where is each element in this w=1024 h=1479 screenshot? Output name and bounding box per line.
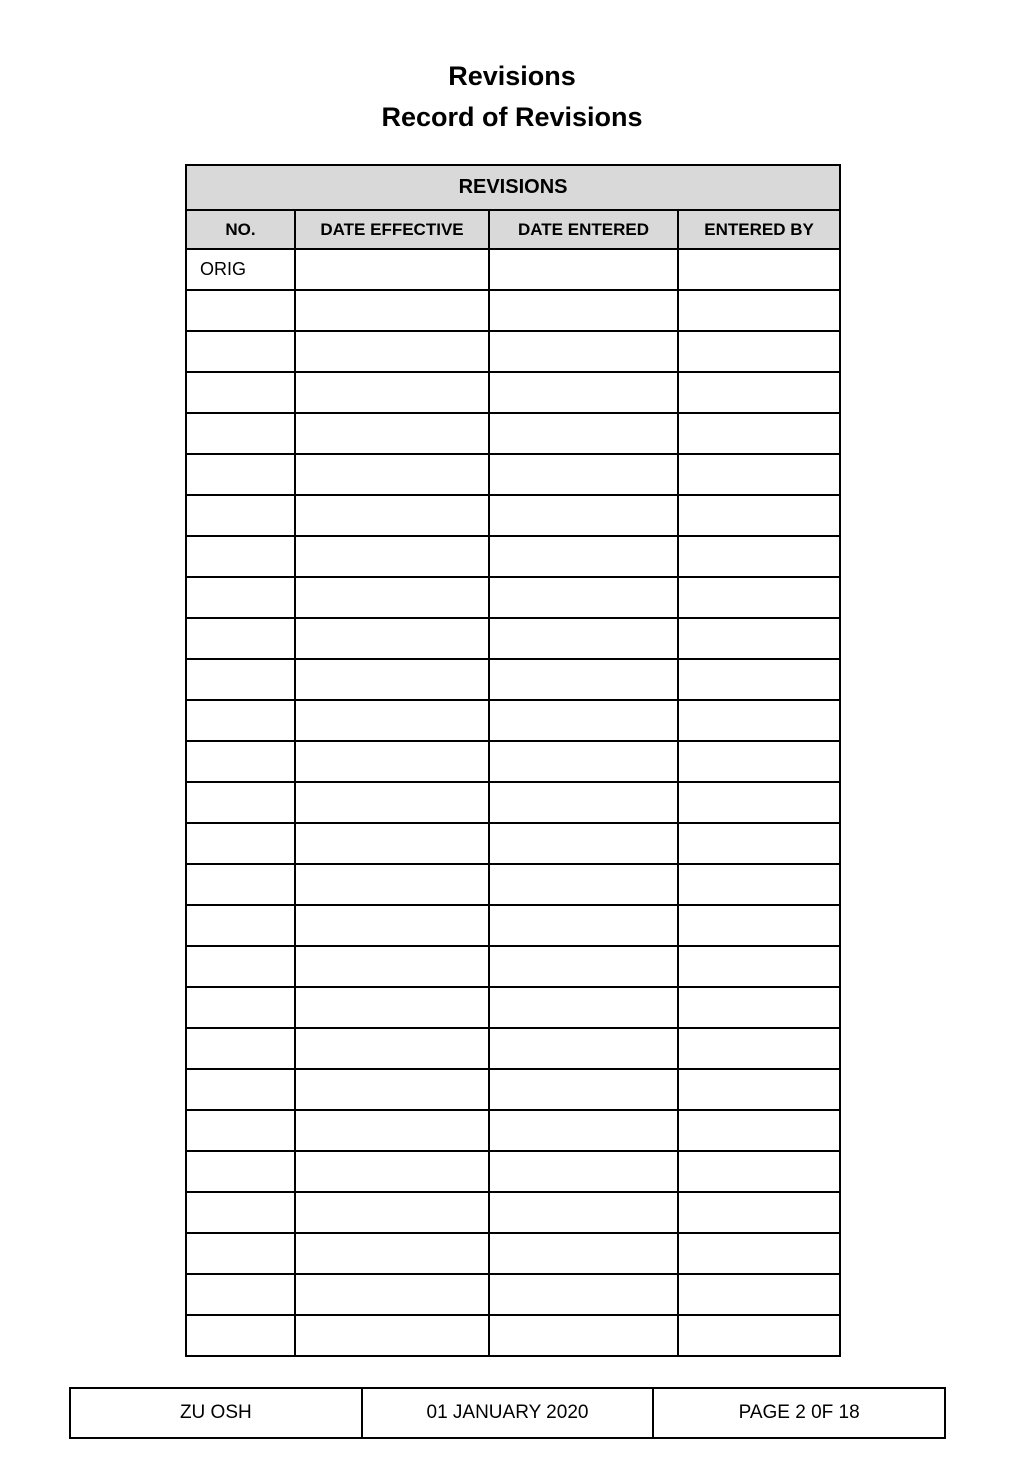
cell-date-effective bbox=[295, 741, 489, 782]
cell-entered-by bbox=[678, 413, 840, 454]
cell-entered-by bbox=[678, 946, 840, 987]
cell-no bbox=[186, 864, 295, 905]
cell-entered-by bbox=[678, 823, 840, 864]
cell-entered-by bbox=[678, 290, 840, 331]
cell-date-effective bbox=[295, 987, 489, 1028]
table-row bbox=[186, 823, 840, 864]
table-row bbox=[186, 495, 840, 536]
cell-entered-by bbox=[678, 1028, 840, 1069]
cell-date-effective bbox=[295, 659, 489, 700]
cell-no bbox=[186, 1274, 295, 1315]
cell-date-effective bbox=[295, 864, 489, 905]
cell-no bbox=[186, 618, 295, 659]
cell-date-effective bbox=[295, 249, 489, 290]
revisions-table-body bbox=[186, 249, 840, 1356]
cell-no bbox=[186, 1110, 295, 1151]
cell-no bbox=[186, 536, 295, 577]
cell-date-effective bbox=[295, 536, 489, 577]
cell-date-effective bbox=[295, 700, 489, 741]
table-row bbox=[186, 905, 840, 946]
cell-no bbox=[186, 987, 295, 1028]
table-row bbox=[186, 864, 840, 905]
cell-entered-by bbox=[678, 454, 840, 495]
cell-no bbox=[186, 1233, 295, 1274]
cell-date-entered bbox=[489, 823, 678, 864]
cell-entered-by bbox=[678, 987, 840, 1028]
cell-date-entered bbox=[489, 782, 678, 823]
cell-date-entered bbox=[489, 946, 678, 987]
cell-no bbox=[186, 495, 295, 536]
cell-no bbox=[186, 946, 295, 987]
column-header-date-entered: DATE ENTERED bbox=[489, 210, 678, 249]
cell-no bbox=[186, 1192, 295, 1233]
cell-date-effective bbox=[295, 1315, 489, 1356]
cell-date-entered bbox=[489, 1192, 678, 1233]
footer-document-name: ZU OSH bbox=[70, 1388, 362, 1438]
cell-entered-by bbox=[678, 536, 840, 577]
cell-date-entered bbox=[489, 1110, 678, 1151]
cell-entered-by bbox=[678, 1233, 840, 1274]
cell-date-entered bbox=[489, 249, 678, 290]
table-row bbox=[186, 700, 840, 741]
cell-no bbox=[186, 782, 295, 823]
cell-entered-by bbox=[678, 741, 840, 782]
cell-entered-by bbox=[678, 1315, 840, 1356]
revisions-table-caption: REVISIONS bbox=[186, 165, 840, 210]
table-row bbox=[186, 946, 840, 987]
column-header-entered-by: ENTERED BY bbox=[678, 210, 840, 249]
cell-entered-by bbox=[678, 1274, 840, 1315]
table-row bbox=[186, 741, 840, 782]
table-row bbox=[186, 577, 840, 618]
cell-no bbox=[186, 659, 295, 700]
cell-date-effective bbox=[295, 372, 489, 413]
cell-date-entered bbox=[489, 1151, 678, 1192]
cell-date-effective bbox=[295, 823, 489, 864]
cell-date-entered bbox=[489, 1028, 678, 1069]
page-footer bbox=[69, 1387, 946, 1439]
cell-date-effective bbox=[295, 946, 489, 987]
page-header bbox=[0, 56, 1024, 138]
table-row bbox=[186, 536, 840, 577]
table-row bbox=[186, 290, 840, 331]
cell-entered-by bbox=[678, 1069, 840, 1110]
cell-date-effective bbox=[295, 618, 489, 659]
cell-entered-by bbox=[678, 700, 840, 741]
cell-date-entered bbox=[489, 1069, 678, 1110]
table-row bbox=[186, 1233, 840, 1274]
cell-date-effective bbox=[295, 1192, 489, 1233]
cell-no bbox=[186, 741, 295, 782]
table-row bbox=[186, 1110, 840, 1151]
column-header-no: NO. bbox=[186, 210, 295, 249]
cell-entered-by bbox=[678, 1192, 840, 1233]
cell-date-effective bbox=[295, 1028, 489, 1069]
cell-date-effective bbox=[295, 1233, 489, 1274]
cell-date-entered bbox=[489, 495, 678, 536]
column-header-date-effective: DATE EFFECTIVE bbox=[295, 210, 489, 249]
table-row bbox=[186, 659, 840, 700]
cell-date-effective bbox=[295, 1069, 489, 1110]
cell-date-entered bbox=[489, 577, 678, 618]
cell-entered-by bbox=[678, 577, 840, 618]
cell-date-effective bbox=[295, 454, 489, 495]
cell-date-entered bbox=[489, 372, 678, 413]
cell-date-effective bbox=[295, 331, 489, 372]
cell-entered-by bbox=[678, 249, 840, 290]
cell-no bbox=[186, 905, 295, 946]
cell-date-effective bbox=[295, 495, 489, 536]
footer-date: 01 JANUARY 2020 bbox=[362, 1388, 654, 1438]
cell-date-effective bbox=[295, 577, 489, 618]
cell-date-entered bbox=[489, 1233, 678, 1274]
cell-no bbox=[186, 372, 295, 413]
cell-no bbox=[186, 413, 295, 454]
cell-entered-by bbox=[678, 659, 840, 700]
cell-no bbox=[186, 1151, 295, 1192]
cell-no bbox=[186, 1028, 295, 1069]
cell-no: ORIG bbox=[186, 249, 295, 290]
table-row bbox=[186, 1274, 840, 1315]
cell-date-entered bbox=[489, 290, 678, 331]
revisions-table bbox=[185, 164, 841, 1357]
cell-entered-by bbox=[678, 372, 840, 413]
cell-date-entered bbox=[489, 536, 678, 577]
table-row bbox=[186, 987, 840, 1028]
table-row bbox=[186, 782, 840, 823]
table-row bbox=[186, 372, 840, 413]
cell-date-effective bbox=[295, 1274, 489, 1315]
table-row bbox=[186, 1315, 840, 1356]
cell-entered-by bbox=[678, 1151, 840, 1192]
cell-entered-by bbox=[678, 495, 840, 536]
cell-no bbox=[186, 1315, 295, 1356]
cell-date-effective bbox=[295, 290, 489, 331]
table-row bbox=[186, 331, 840, 372]
cell-entered-by bbox=[678, 864, 840, 905]
cell-date-entered bbox=[489, 331, 678, 372]
cell-no bbox=[186, 823, 295, 864]
table-row bbox=[186, 1192, 840, 1233]
cell-entered-by bbox=[678, 331, 840, 372]
cell-no bbox=[186, 290, 295, 331]
cell-date-entered bbox=[489, 454, 678, 495]
cell-no bbox=[186, 454, 295, 495]
page-subtitle: Record of Revisions bbox=[381, 102, 643, 132]
table-row bbox=[186, 249, 840, 290]
cell-date-effective bbox=[295, 905, 489, 946]
cell-date-entered bbox=[489, 659, 678, 700]
cell-no bbox=[186, 577, 295, 618]
cell-entered-by bbox=[678, 618, 840, 659]
cell-date-effective bbox=[295, 1151, 489, 1192]
cell-date-entered bbox=[489, 1274, 678, 1315]
cell-no bbox=[186, 1069, 295, 1110]
footer-page-number: PAGE 2 0F 18 bbox=[653, 1388, 945, 1438]
cell-date-entered bbox=[489, 1315, 678, 1356]
table-row bbox=[186, 1028, 840, 1069]
cell-date-entered bbox=[489, 864, 678, 905]
cell-no bbox=[186, 700, 295, 741]
cell-entered-by bbox=[678, 905, 840, 946]
table-row bbox=[186, 618, 840, 659]
cell-date-entered bbox=[489, 987, 678, 1028]
cell-entered-by bbox=[678, 782, 840, 823]
cell-no bbox=[186, 331, 295, 372]
cell-entered-by bbox=[678, 1110, 840, 1151]
cell-date-effective bbox=[295, 1110, 489, 1151]
cell-date-entered bbox=[489, 905, 678, 946]
table-row bbox=[186, 454, 840, 495]
cell-date-effective bbox=[295, 413, 489, 454]
cell-date-entered bbox=[489, 700, 678, 741]
table-row bbox=[186, 1069, 840, 1110]
cell-date-entered bbox=[489, 741, 678, 782]
cell-date-effective bbox=[295, 782, 489, 823]
table-row bbox=[186, 1151, 840, 1192]
cell-date-entered bbox=[489, 618, 678, 659]
page-title: Revisions bbox=[448, 61, 576, 91]
cell-date-entered bbox=[489, 413, 678, 454]
table-row bbox=[186, 413, 840, 454]
